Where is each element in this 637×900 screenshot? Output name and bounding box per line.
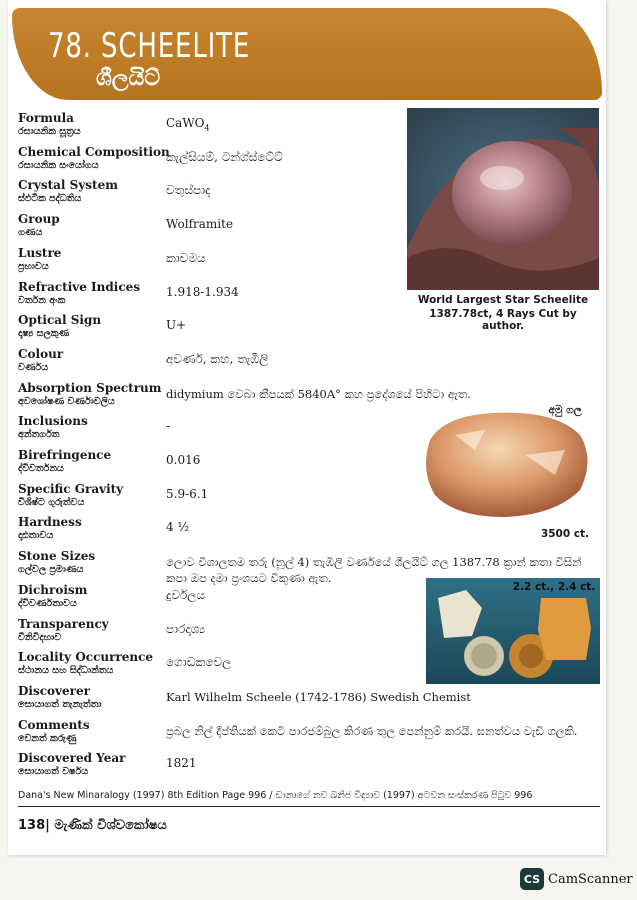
camscanner-watermark	[520, 868, 633, 890]
property-value: කැල්සියම්, ටන්ග්ස්ටේට්	[166, 149, 283, 164]
property-value: -	[166, 419, 171, 434]
property-value: U+	[166, 318, 187, 333]
property-label: Refractive Indices	[18, 279, 141, 294]
property-value: ගොඩකවෙල	[166, 655, 232, 670]
property-value: Karl Wilhelm Scheele (1742-1786) Swedish Chemist	[166, 689, 471, 704]
property-value: චතුස්පාද	[166, 183, 211, 198]
property-label-sinhala: රසායනික සූත්‍රය	[18, 126, 81, 137]
page-number: 138|	[18, 818, 50, 833]
title-banner	[12, 8, 602, 100]
property-label-sinhala: විනිවිදභාව	[18, 631, 62, 643]
property-label-sinhala: අවශෝෂණ වර්ණාවලිය	[18, 395, 115, 407]
property-label-sinhala: අන්තර්ගත	[18, 429, 60, 441]
property-value: ලොව විශාලතම තරු (නූල් 4) තැඹිලි වර්ණයේ ශීලයිට් ගල 1387.78 ක්‍රාන් කතා විසින් කපා ඔප දමා ප්‍රංශයට විකුණා ඇත.	[166, 555, 582, 586]
property-value: 5.9-6.1	[166, 486, 209, 501]
property-value: Wolframite	[166, 217, 234, 232]
property-label: Absorption Spectrum	[18, 380, 162, 395]
cut-stones-photo	[426, 578, 600, 684]
property-label: Dichroism	[18, 582, 88, 597]
formula-main: CaWO	[166, 116, 205, 130]
property-value: didymium වෙබා කීපයක් 5840A° කහ ප්‍රදේශයේ පිහිටා ඇත.	[166, 386, 471, 401]
property-row	[18, 752, 600, 786]
property-value: කාචමය	[166, 250, 206, 265]
property-label-sinhala: විශිෂ්ට ගුරුත්වය	[18, 496, 85, 508]
property-label-sinhala: දෘෂ්‍ය සලකුණ	[18, 328, 70, 340]
property-label: Stone Sizes	[18, 549, 96, 564]
property-label: Group	[18, 212, 60, 227]
property-value: 1.918-1.934	[166, 284, 239, 299]
property-label-sinhala: වර්ණය	[18, 361, 49, 373]
formula-subscript: 4	[204, 123, 210, 133]
cut-stones-weight: 2.2 ct., 2.4 ct.	[512, 581, 596, 593]
property-row	[18, 348, 600, 382]
property-value: පාරදෘශ්‍ය	[166, 621, 206, 636]
property-value: 1821	[166, 756, 197, 771]
property-label: Locality Occurrence	[18, 650, 154, 665]
property-label: Hardness	[18, 515, 82, 530]
property-label-sinhala: ගණය	[18, 227, 43, 239]
property-label: Birefringence	[18, 448, 112, 462]
property-label-sinhala: රසායනික සංයෝගය	[18, 159, 99, 171]
property-label: Optical Sign	[18, 313, 102, 328]
property-label-sinhala: වෙනත් කරුණු	[18, 732, 77, 744]
property-value	[166, 116, 210, 132]
book-title: මැණික් විශ්වකෝෂය	[54, 818, 167, 833]
property-label: Discovered Year	[18, 751, 126, 766]
page-title: 78. SCHEELITE	[48, 26, 251, 66]
property-label-sinhala: වර්තන අංක	[18, 294, 66, 306]
reference-note: Dana's New Minaralogy (1997) 8th Edition Page 996 / ඩානාගේ නව ඛනිජ විද්‍යාව (1997) අටවන සංස්කරණ පිටුව 996	[18, 790, 533, 801]
property-label-sinhala: ස්ඵටික පද්ධතිය	[18, 193, 82, 205]
property-label-sinhala: ගල්වල ප්‍රමාණය	[18, 564, 84, 576]
property-value: 0.016	[166, 453, 201, 467]
footer-divider	[18, 806, 600, 807]
property-label-sinhala: සොයාගත් තැනැත්තා	[18, 698, 102, 710]
property-label-sinhala: සොයාගත් වර්ෂය	[18, 766, 89, 778]
property-label: Comments	[18, 717, 90, 732]
property-value: ප්‍රබල නිල් දීප්තියක් කෙටි පාරජම්බුල කිරණ තුල පෙන්නුම් කරයි. ඝනත්වය වැඩි ගලකි.	[166, 723, 578, 738]
property-label: Chemical Composition	[18, 144, 170, 159]
property-label: Formula	[18, 111, 74, 125]
property-label: Specific Gravity	[18, 481, 124, 496]
star-caption-2: 1387.78ct, 4 Rays Cut by author.	[429, 308, 577, 332]
property-label: Colour	[18, 346, 64, 361]
property-label: Inclusions	[18, 414, 88, 429]
property-label: Discoverer	[18, 683, 90, 698]
property-label-sinhala: ස්ථානය සහ සිද්ධාන්තය	[18, 665, 114, 677]
property-value: 4 ½	[166, 520, 190, 535]
page-subtitle: ශීලයිට්	[96, 66, 161, 91]
property-label: Transparency	[18, 616, 109, 631]
page-folio	[18, 818, 167, 833]
property-row	[18, 719, 600, 753]
property-row	[18, 685, 600, 719]
camscanner-logo-icon: CS	[520, 868, 544, 890]
property-label: Crystal System	[18, 178, 118, 193]
property-label-sinhala: ද්විවර්තනය	[18, 463, 64, 474]
star-scheelite-photo	[407, 108, 599, 290]
camscanner-text: CamScanner	[548, 871, 633, 887]
property-value: දුර්වලය	[166, 587, 205, 602]
star-caption-1: World Largest Star Scheelite	[417, 294, 589, 306]
property-value: අවර්ණ, කහ, තැඹිලි	[166, 351, 269, 366]
property-label: Lustre	[18, 245, 62, 260]
property-label-sinhala: ප්‍රභාවය	[18, 260, 49, 272]
rough-scheelite-photo	[415, 405, 600, 525]
rough-label: අමු ගල	[548, 404, 582, 416]
rough-weight: 3500 ct.	[540, 528, 590, 540]
property-label-sinhala: දෘඪතාවය	[18, 530, 54, 542]
property-label-sinhala: ද්විවර්ණතාවය	[18, 597, 77, 609]
